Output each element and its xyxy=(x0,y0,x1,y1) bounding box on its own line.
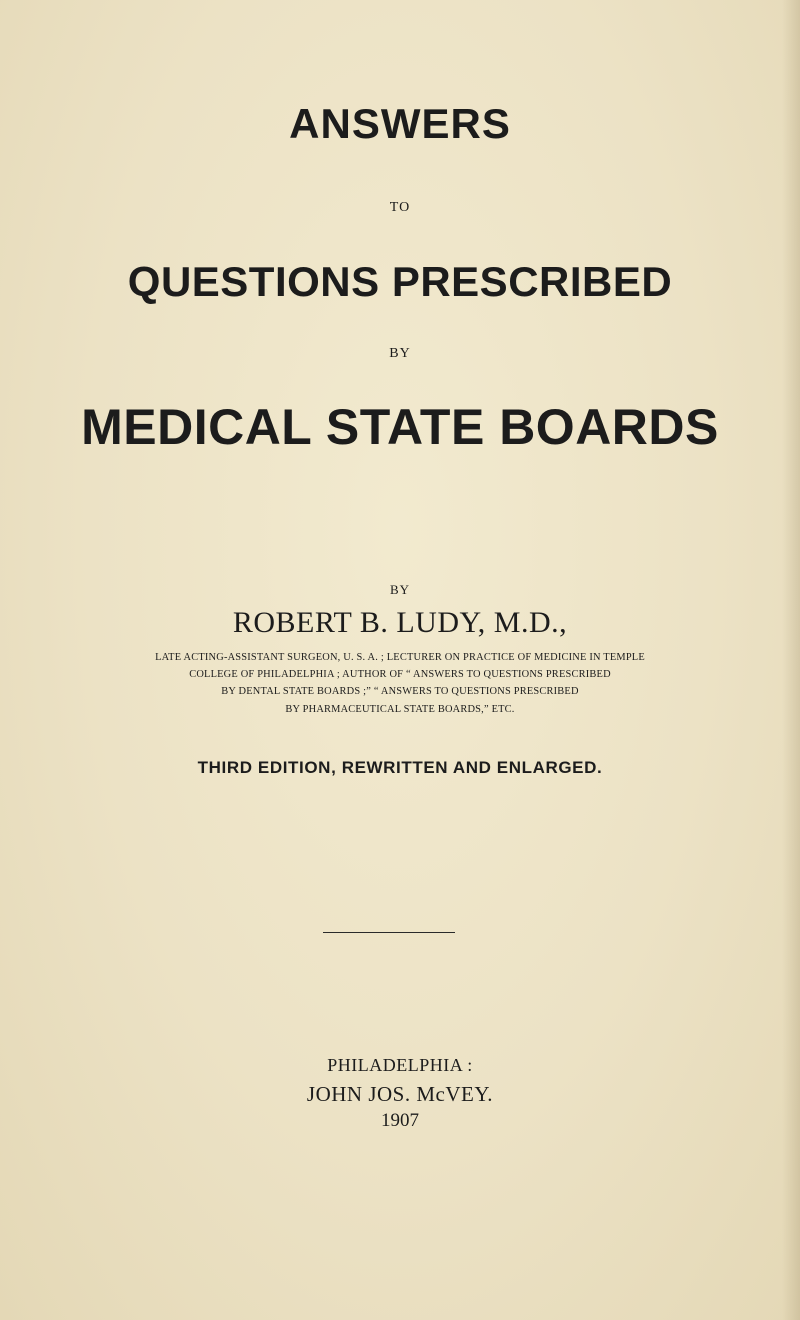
author-name: ROBERT B. LUDY, M.D., xyxy=(232,606,568,639)
divider-rule xyxy=(323,932,455,933)
title-connector-to: TO xyxy=(389,200,411,215)
imprint-year: 1907 xyxy=(381,1110,419,1131)
edition-statement: THIRD EDITION, REWRITTEN AND ENLARGED. xyxy=(197,758,603,777)
title-connector-by: BY xyxy=(389,346,411,361)
author-credentials-line: BY DENTAL STATE BOARDS ;” “ ANSWERS TO QUESTIONS PRESCRIBED xyxy=(221,686,579,697)
author-by: BY xyxy=(389,582,411,597)
title-line-medical-state-boards: MEDICAL STATE BOARDS xyxy=(81,399,719,455)
author-credentials-line: LATE ACTING-ASSISTANT SURGEON, U. S. A. ; LECTURER ON PRACTICE OF MEDICINE IN TEMPLE xyxy=(155,652,645,663)
imprint-city: PHILADELPHIA : xyxy=(327,1055,473,1075)
title-line-answers: ANSWERS xyxy=(289,100,511,147)
title-line-questions-prescribed: QUESTIONS PRESCRIBED xyxy=(127,258,673,305)
imprint-publisher: JOHN JOS. McVEY. xyxy=(306,1082,494,1106)
author-credentials-line: BY PHARMACEUTICAL STATE BOARDS,” ETC. xyxy=(285,704,515,715)
author-credentials-line: COLLEGE OF PHILADELPHIA ; AUTHOR OF “ ANSWERS TO QUESTIONS PRESCRIBED xyxy=(189,669,611,680)
